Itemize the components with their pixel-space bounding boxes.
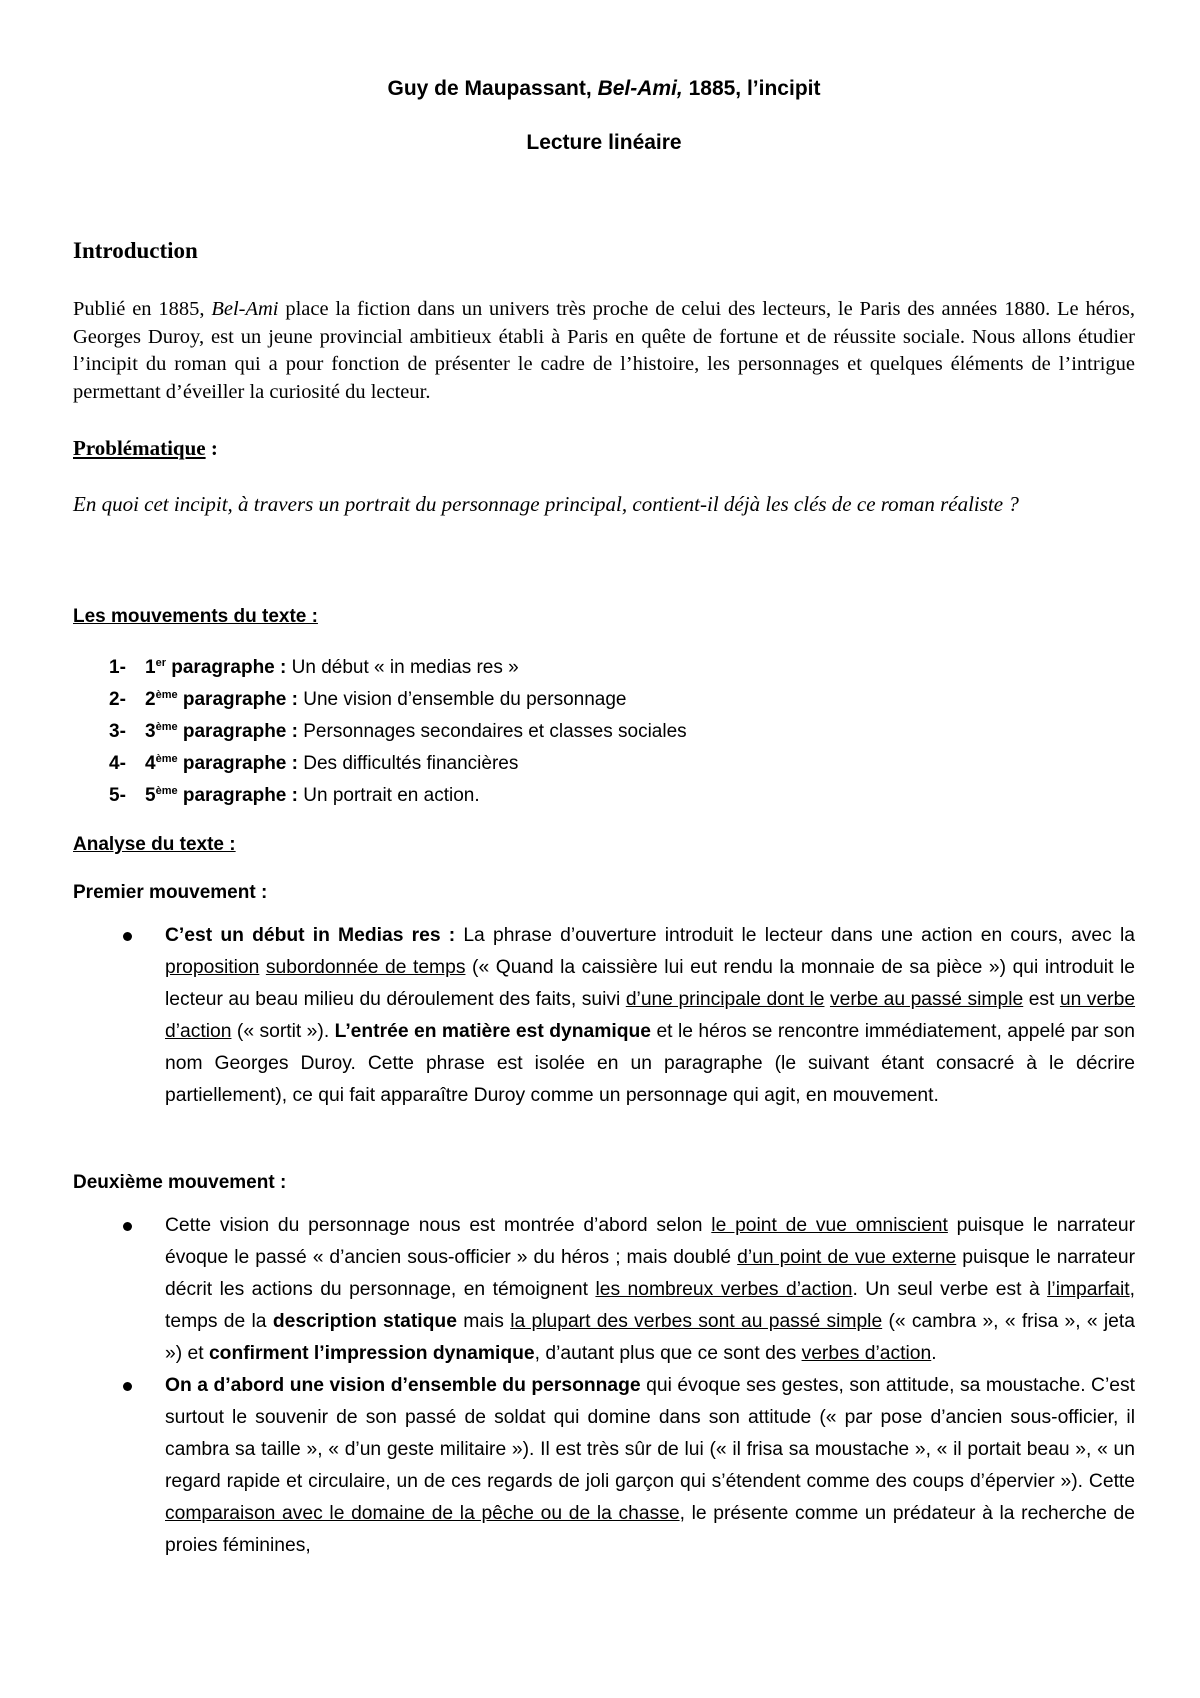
premier-mouvement-list — [165, 920, 1135, 1112]
deuxieme-mouvement-heading: Deuxième mouvement : — [73, 1172, 287, 1193]
introduction-heading: Introduction — [73, 238, 198, 263]
list-item: 1- 1er paragraphe : Un début « in medias res » — [109, 657, 519, 678]
list-item: 2- 2ème paragraphe : Une vision d’ensemble du personnage — [109, 689, 627, 710]
introduction-paragraph: Publié en 1885, Bel-Ami place la fiction dans un univers très proche de celui des lecteurs, le Paris des années 1880. Le héros, Georges Duroy, est un jeune provincial ambitieux établi à Paris en quête de fortune et de réussite sociale. Nous allons étudier l’incipit du roman qui a pour fonction de présenter le cadre de l’histoire, les personnages et quelques éléments de l’intrigue permettant d’éveiller la curiosité du lecteur. — [73, 298, 1135, 403]
bullet-icon — [123, 1382, 132, 1391]
work-title: Bel-Ami — [211, 298, 279, 320]
list-item: 3- 3ème paragraphe : Personnages secondaires et classes sociales — [109, 721, 687, 742]
bullet-icon — [123, 1222, 132, 1231]
document-subtitle: Lecture linéaire — [526, 131, 682, 154]
problematique-label: Problématique : — [73, 436, 218, 460]
mouvements-list — [109, 652, 687, 812]
mouvements-heading: Les mouvements du texte : — [73, 606, 318, 627]
bullet-icon — [123, 932, 132, 941]
deuxieme-mouvement-list — [165, 1210, 1135, 1562]
premier-mouvement-heading: Premier mouvement : — [73, 882, 268, 903]
title-details: 1885, l’incipit — [682, 77, 821, 100]
title-work: Bel-Ami, — [597, 77, 683, 100]
title-author: Guy de Maupassant, — [387, 77, 598, 100]
list-item: C’est un début in Medias res : La phrase d’ouverture introduit le lecteur dans une action en cours, avec la proposition subordonnée de temps (« Quand la caissière lui eut rendu la monnaie de sa pièce ») qui introduit le lecteur au beau milieu du déroulement des faits, suivi d’une principale dont le verbe au passé simple est un verbe d’action (« sortit »). L’entrée en matière est dynamique et le héros se rencontre immédiatement, appelé par son nom Georges Duroy. Cette phrase est isolée en un paragraphe (le suivant étant consacré à le décrire partiellement), ce qui fait apparaître Duroy comme un personnage qui agit, en mouvement. — [165, 920, 1135, 1112]
problematique-question: En quoi cet incipit, à travers un portrait du personnage principal, contient-il déjà les clés de ce roman réaliste ? — [73, 492, 1019, 516]
list-item: On a d’abord une vision d’ensemble du personnage qui évoque ses gestes, son attitude, sa moustache. C’est surtout le souvenir de son passé de soldat qui domine dans son attitude (« par pose d’ancien sous-officier, il cambra sa taille », « d’un geste militaire »). Il est très sûr de lui (« il frisa sa moustache », « il portait beau », « un regard rapide et circulaire, un de ces regards de joli garçon qui s’étendent comme des coups d’épervier »). Cette comparaison avec le domaine de la pêche ou de la chasse, le présente comme un prédateur à la recherche de proies féminines, — [165, 1370, 1135, 1562]
list-item: 5- 5ème paragraphe : Un portrait en action. — [109, 785, 480, 806]
document-title — [73, 77, 1135, 101]
analyse-heading: Analyse du texte : — [73, 834, 236, 855]
list-item: Cette vision du personnage nous est montrée d’abord selon le point de vue omniscient puisque le narrateur évoque le passé « d’ancien sous-officier » du héros ; mais doublé d’un point de vue externe puisque le narrateur décrit les actions du personnage, en témoignent les nombreux verbes d’action. Un seul verbe est à l’imparfait, temps de la description statique mais la plupart des verbes sont au passé simple (« cambra », « frisa », « jeta ») et confirment l’impression dynamique, d’autant plus que ce sont des verbes d’action. — [165, 1210, 1135, 1370]
list-item: 4- 4ème paragraphe : Des difficultés financières — [109, 753, 519, 774]
